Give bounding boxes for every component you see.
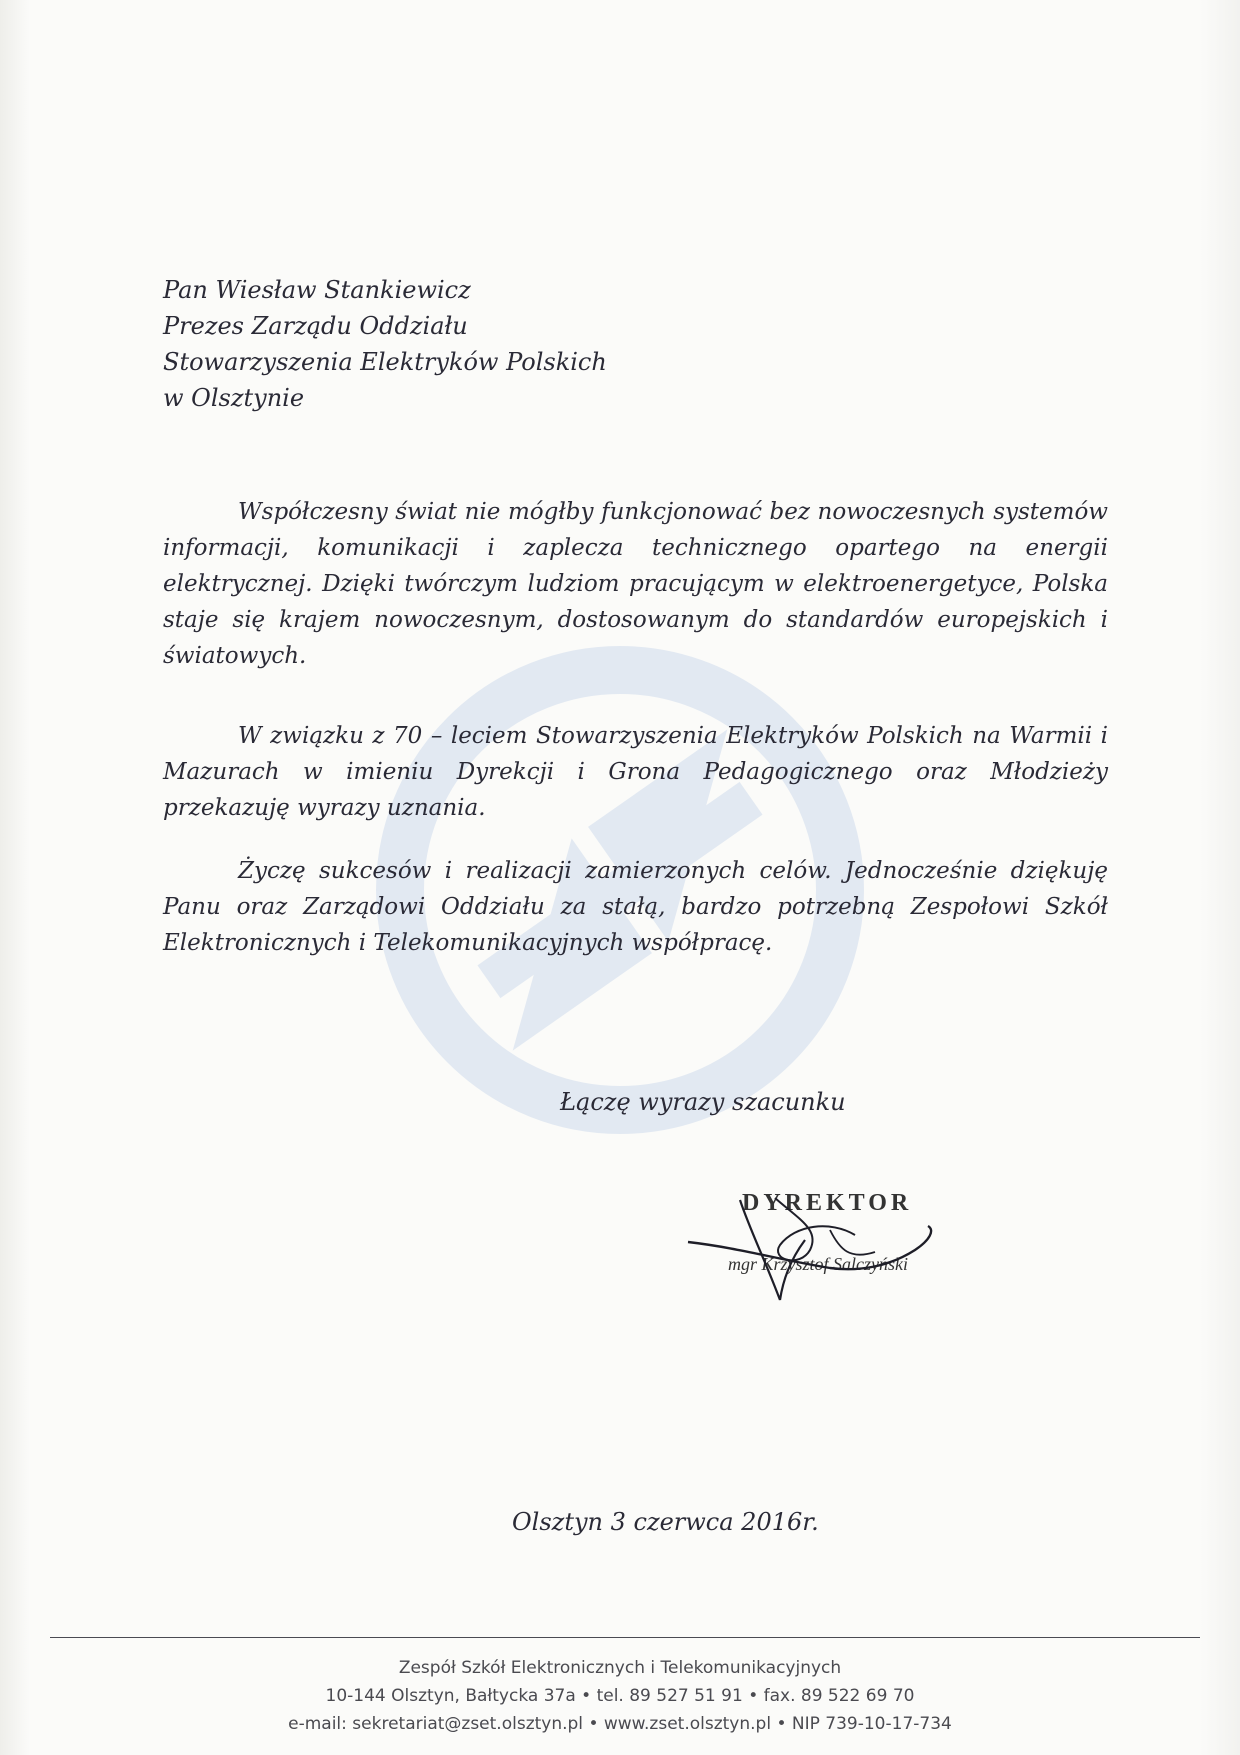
body-paragraph-3: Życzę sukcesów i realizacji zamierzonych celów. Jednocześnie dziękuję Panu oraz Zarządowi Oddziału za stałą, bardzo potrzebną Zespołowi Szkół Elektronicznych i Telekomunikacyjnych współpracę. [163, 858, 1108, 956]
stamp-name: mgr Krzysztof Salczyński [728, 1254, 908, 1274]
recipient-title: Prezes Zarządu Oddziału [163, 312, 468, 340]
letter-date: Olsztyn 3 czerwca 2016r. [512, 1508, 819, 1536]
closing-salutation: Łączę wyrazy szacunku [560, 1088, 846, 1116]
stamp-title: DYREKTOR [742, 1190, 913, 1216]
recipient-location: w Olsztynie [163, 384, 305, 412]
letterhead-footer [0, 1654, 1240, 1738]
footer-contact: e-mail: sekretariat@zset.olsztyn.pl • www.zset.olsztyn.pl • NIP 739-10-17-734 [288, 1714, 952, 1734]
recipient-name: Pan Wiesław Stankiewicz [163, 276, 471, 304]
recipient-organization: Stowarzyszenia Elektryków Polskich [163, 348, 607, 376]
recipient-block [163, 272, 607, 416]
body-paragraph-1: Współczesny świat nie mógłby funkcjonować bez nowoczesnych systemów informacji, komunikacji i zaplecza technicznego opartego na energii elektrycznej. Dzięki twórczym ludziom pracującym w elektroenergetyce, Polska staje się krajem nowoczesnym, dostosowanym do standardów europejskich i światowych. [163, 499, 1108, 669]
footer-school-name: Zespół Szkół Elektronicznych i Telekomunikacyjnych [398, 1658, 842, 1678]
handwritten-signature [680, 1190, 960, 1320]
body-paragraph-2: W związku z 70 – leciem Stowarzyszenia Elektryków Polskich na Warmii i Mazurach w imieniu Dyrekcji i Grona Pedagogicznego oraz Młodzieży przekazuję wyrazy uznania. [163, 723, 1108, 821]
footer-address: 10-144 Olsztyn, Bałtycka 37a • tel. 89 527 51 91 • fax. 89 522 69 70 [325, 1686, 915, 1706]
footer-divider [50, 1637, 1200, 1638]
